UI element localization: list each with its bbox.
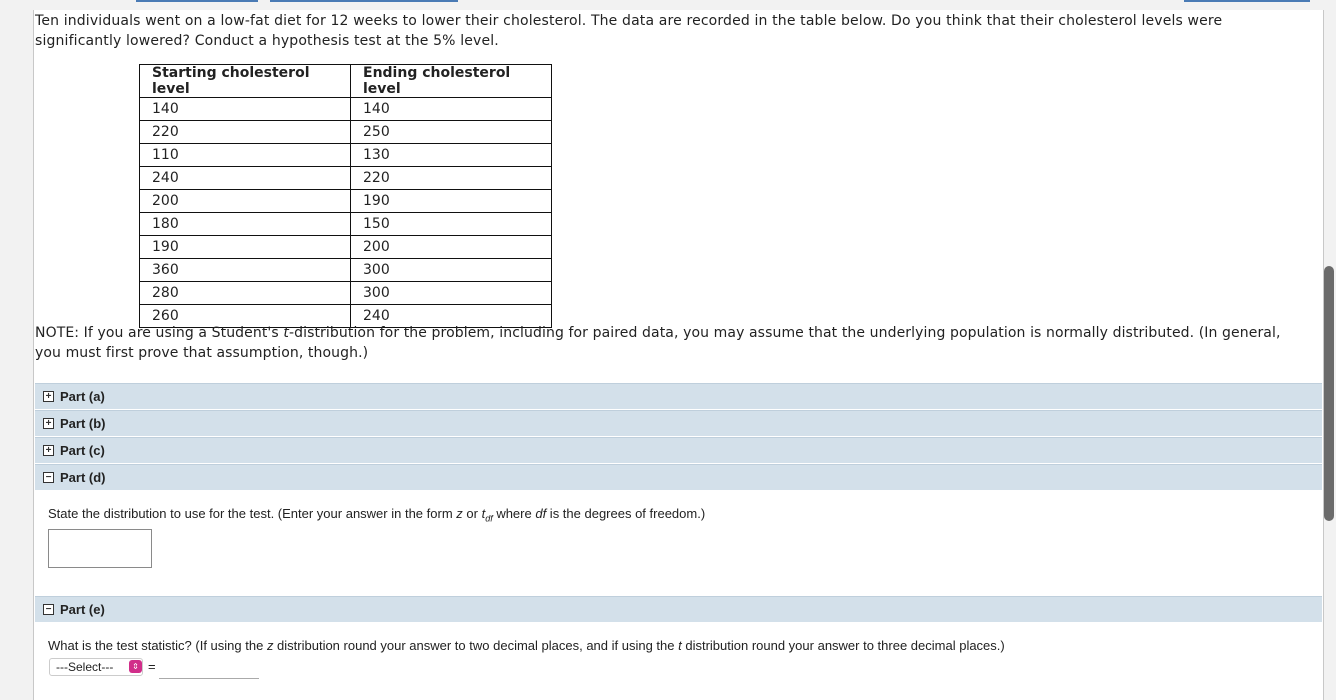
prompt-italic: z: [456, 506, 463, 521]
table-cell: 220: [140, 121, 351, 144]
question-text: Ten individuals went on a low-fat diet for 12 weeks to lower their cholesterol. The data are recorded in the table below. Do you think that their cholesterol levels were significantly lowered? Conduct a hypothesis test at the 5% level.: [35, 13, 1223, 49]
part-a-header[interactable]: [35, 383, 1322, 409]
tab-indicator: [136, 0, 258, 2]
table-cell: 200: [140, 190, 351, 213]
table-cell: 240: [351, 305, 552, 328]
table-cell: 140: [351, 98, 552, 121]
equals-sign: =: [148, 659, 156, 674]
table-row: [140, 144, 552, 167]
table-row: [140, 282, 552, 305]
table-row: [140, 190, 552, 213]
part-label: Part (d): [60, 470, 106, 485]
prompt-italic: z: [266, 638, 274, 653]
prompt-italic: df: [535, 506, 547, 521]
expand-icon[interactable]: +: [43, 391, 54, 402]
table-row: [140, 121, 552, 144]
tab-indicator: [1184, 0, 1310, 2]
part-label: Part (c): [60, 443, 105, 458]
table-header-row: [140, 65, 552, 98]
note-part: NOTE: If you are using a Student's: [35, 325, 284, 341]
column-header: Starting cholesterol level: [140, 65, 351, 98]
note-italic: t: [283, 325, 289, 341]
part-label: Part (a): [60, 389, 105, 404]
table-row: [140, 167, 552, 190]
prompt-text: What is the test statistic? (If using the: [48, 638, 267, 653]
prompt-text: is the degrees of freedom.): [546, 506, 706, 521]
table-cell: 190: [351, 190, 552, 213]
question-panel: [33, 10, 1324, 700]
part-b-header[interactable]: [35, 410, 1322, 436]
top-strip: [0, 0, 1336, 10]
column-header: Ending cholesterol level: [351, 65, 552, 98]
table-cell: 130: [351, 144, 552, 167]
cholesterol-table: [139, 64, 552, 328]
table-cell: 300: [351, 259, 552, 282]
table-cell: 110: [140, 144, 351, 167]
table-cell: 280: [140, 282, 351, 305]
vertical-scrollbar[interactable]: [1324, 266, 1334, 521]
prompt-text: distribution round your answer to three decimal places.): [681, 638, 1005, 653]
part-c-header[interactable]: [35, 437, 1322, 463]
prompt-subscript: df: [485, 513, 493, 524]
expand-icon[interactable]: +: [43, 445, 54, 456]
select-chevron-icon[interactable]: ⇕: [129, 660, 142, 673]
note-part: -distribution for the problem, including for paired data, you may assume that the underlying population is normally distributed. (In general, you must first prove that assumption, though.): [35, 325, 1281, 361]
collapse-icon[interactable]: −: [43, 604, 54, 615]
table-cell: 220: [351, 167, 552, 190]
part-e-header[interactable]: [35, 596, 1322, 622]
prompt-italic: t: [481, 506, 486, 521]
table-cell: 250: [351, 121, 552, 144]
table-row: [140, 213, 552, 236]
table-row: [140, 259, 552, 282]
part-label: Part (e): [60, 602, 105, 617]
select-value: ---Select---: [56, 660, 114, 674]
part-e-prompt: [48, 638, 1005, 653]
prompt-text: where: [492, 506, 536, 521]
table-row: [140, 236, 552, 259]
part-d-prompt: [48, 506, 705, 524]
part-d-header[interactable]: [35, 464, 1322, 490]
prompt-text: or: [462, 506, 482, 521]
table-cell: 150: [351, 213, 552, 236]
table-cell: 260: [140, 305, 351, 328]
table-cell: 300: [351, 282, 552, 305]
table-cell: 240: [140, 167, 351, 190]
table-cell: 190: [140, 236, 351, 259]
prompt-text: State the distribution to use for the test. (Enter your answer in the form: [48, 506, 457, 521]
note-text: [35, 323, 1305, 363]
collapse-icon[interactable]: −: [43, 472, 54, 483]
table-cell: 360: [140, 259, 351, 282]
prompt-italic: t: [678, 638, 682, 653]
table-cell: 200: [351, 236, 552, 259]
expand-icon[interactable]: +: [43, 418, 54, 429]
table-cell: 140: [140, 98, 351, 121]
part-label: Part (b): [60, 416, 106, 431]
prompt-text: distribution round your answer to two decimal places, and if using the: [273, 638, 679, 653]
table-cell: 180: [140, 213, 351, 236]
table-row: [140, 98, 552, 121]
test-statistic-input[interactable]: [159, 656, 259, 679]
distribution-answer-input[interactable]: [48, 529, 152, 568]
tab-indicator: [270, 0, 458, 2]
